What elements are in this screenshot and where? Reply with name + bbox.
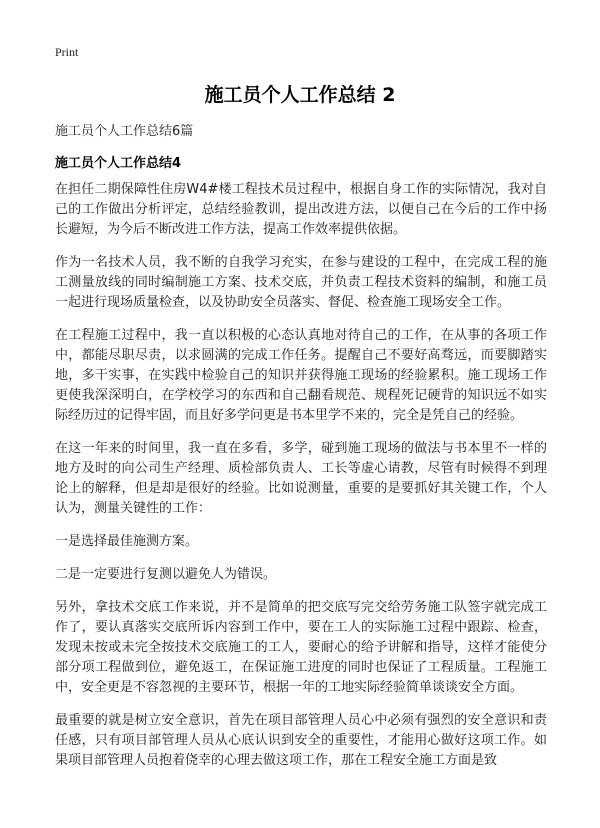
print-label: Print [55,45,79,59]
paragraph-3: 在工程施工过程中，我一直以积极的心态认真地对待自己的工作，在从事的各项工作中，都能尽职尽责，以求圆满的完成工作任务。提醒自己不要好高骛远，而要脚踏实地，多干实事，在实践中检验自己的知识并获得施工现场的经验累积。施工现场工作更使我深深明白，在学校学习的东西和自己翻看规范、规程死记硬背的知识远不如实际经历过的记得牢固，而且好多学问更是书本里学不来的，完全是凭自己的经验。 [55,328,547,423]
paragraph-1: 在担任二期保障性住房W4#楼工程技术员过程中，根据自身工作的实际情况，我对自己的工作做出分析评定，总结经验教训，提出改进方法，以便自己在今后的工作中扬长避短，为今后不断改进工作方法，提高工作效率提供依据。 [55,182,547,237]
page-title: 施工员个人工作总结 2 [204,84,396,106]
section-heading: 施工员个人工作总结4 [55,156,182,171]
paragraph-4: 在这一年来的时间里，我一直在多看，多学，碰到施工现场的做法与书本里不一样的地方及时的向公司生产经理、质检部负责人、工长等虚心请教，尽管有时候得不到理论上的解释，但是却是很好的经验。比如说测量，重要的是要抓好其关键工作，个人认为，测量关键性的工作： [55,441,547,516]
paragraph-5: 一是选择最佳施测方案。 [55,534,199,549]
paragraph-8: 最重要的就是树立安全意识，首先在项目部管理人员心中必须有强烈的安全意识和责任感，只有项目部管理人员从心底认识到安全的重要性，才能用心做好这项工作。如果项目部管理人员抱着侥幸的心理去做这项工作，那在工程安全施工方面是致 [55,713,547,768]
paragraph-6: 二是一定要进行复测以避免人为错误。 [55,567,277,582]
paragraph-7: 另外，拿技术交底工作来说，并不是简单的把交底写完交给劳务施工队签字就完成工作了，要认真落实交底所诉内容到工作中，要在工人的实际施工过程中跟踪、检查，发现未按或未完全按技术交底施工的工人，要耐心的给予讲解和指导，这样才能使分部分项工程做到位，避免返工，在保证施工进度的同时也保证了工程质量。工程施工中，安全更是不容忽视的主要环节，根据一年的工地实际经验简单谈谈安全方面。 [55,600,547,695]
document-subtitle: 施工员个人工作总结6篇 [55,124,194,139]
document-body [55,180,547,784]
paragraph-2: 作为一名技术人员，我不断的自我学习充实，在参与建设的工程中，在完成工程的施工测量放线的同时编制施工方案、技术交底，并负责工程技术资料的编制，和施工员一起进行现场质量检查，以及协助安全员落实、督促、检查施工现场安全工作。 [55,255,547,310]
